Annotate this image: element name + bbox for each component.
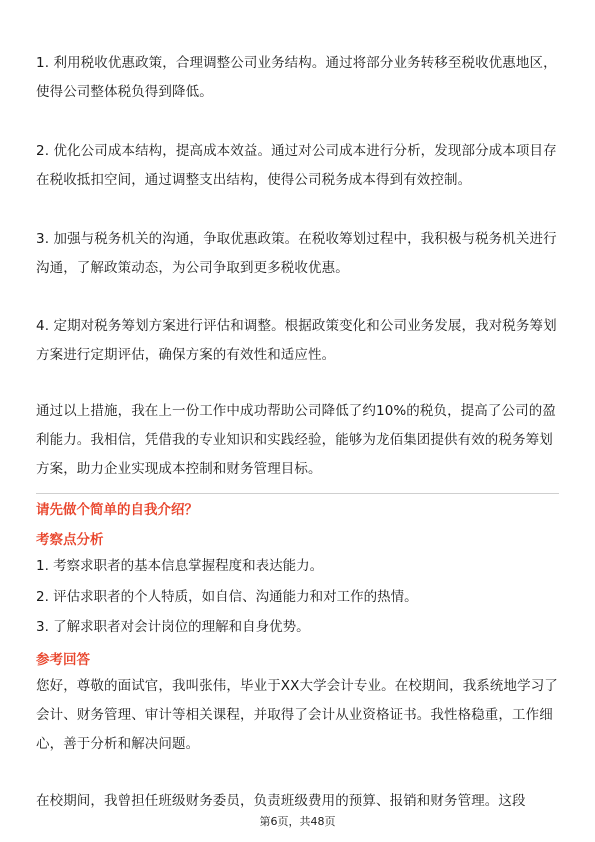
- answer-heading: 参考回答: [36, 652, 90, 668]
- answer-paragraph-2: 在校期间，我曾担任班级财务委员，负责班级费用的预算、报销和财务管理。这段: [36, 793, 526, 809]
- analysis-item: 1. 考察求职者的基本信息掌握程度和表达能力。: [36, 558, 324, 574]
- analysis-item: 3. 了解求职者对会计岗位的理解和自身优势。: [36, 619, 310, 635]
- analysis-heading: 考察点分析: [36, 532, 104, 548]
- paragraph-1: 1. 利用税收优惠政策，合理调整公司业务结构。通过将部分业务转移至税收优惠地区，使得公司整体税负得到降低。: [36, 55, 557, 100]
- section-divider: [36, 493, 559, 494]
- answer-paragraph-1: 您好，尊敬的面试官，我叫张伟，毕业于XX大学会计专业。在校期间，我系统地学习了会计、财务管理、审计等相关课程，并取得了会计从业资格证书。我性格稳重，工作细心，善于分析和解决问题。: [36, 678, 558, 752]
- paragraph-4: 4. 定期对税务筹划方案进行评估和调整。根据政策变化和公司业务发展，我对税务筹划方案进行定期评估，确保方案的有效性和适应性。: [36, 318, 557, 363]
- paragraph-2: 2. 优化公司成本结构，提高成本效益。通过对公司成本进行分析，发现部分成本项目存在税收抵扣空间，通过调整支出结构，使得公司税务成本得到有效控制。: [36, 143, 557, 188]
- page-number-footer: 第6页，共48页: [259, 815, 336, 828]
- paragraph-3: 3. 加强与税务机关的沟通，争取优惠政策。在税收筹划过程中，我积极与税务机关进行沟通，了解政策动态，为公司争取到更多税收优惠。: [36, 231, 557, 276]
- interview-question: 请先做个简单的自我介绍？: [36, 502, 198, 518]
- paragraph-summary: 通过以上措施，我在上一份工作中成功帮助公司降低了约10%的税负，提高了公司的盈利能力。我相信，凭借我的专业知识和实践经验，能够为龙佰集团提供有效的税务筹划方案，助力企业实现成本控制和财务管理目标。: [36, 403, 556, 477]
- analysis-item: 2. 评估求职者的个人特质，如自信、沟通能力和对工作的热情。: [36, 589, 418, 605]
